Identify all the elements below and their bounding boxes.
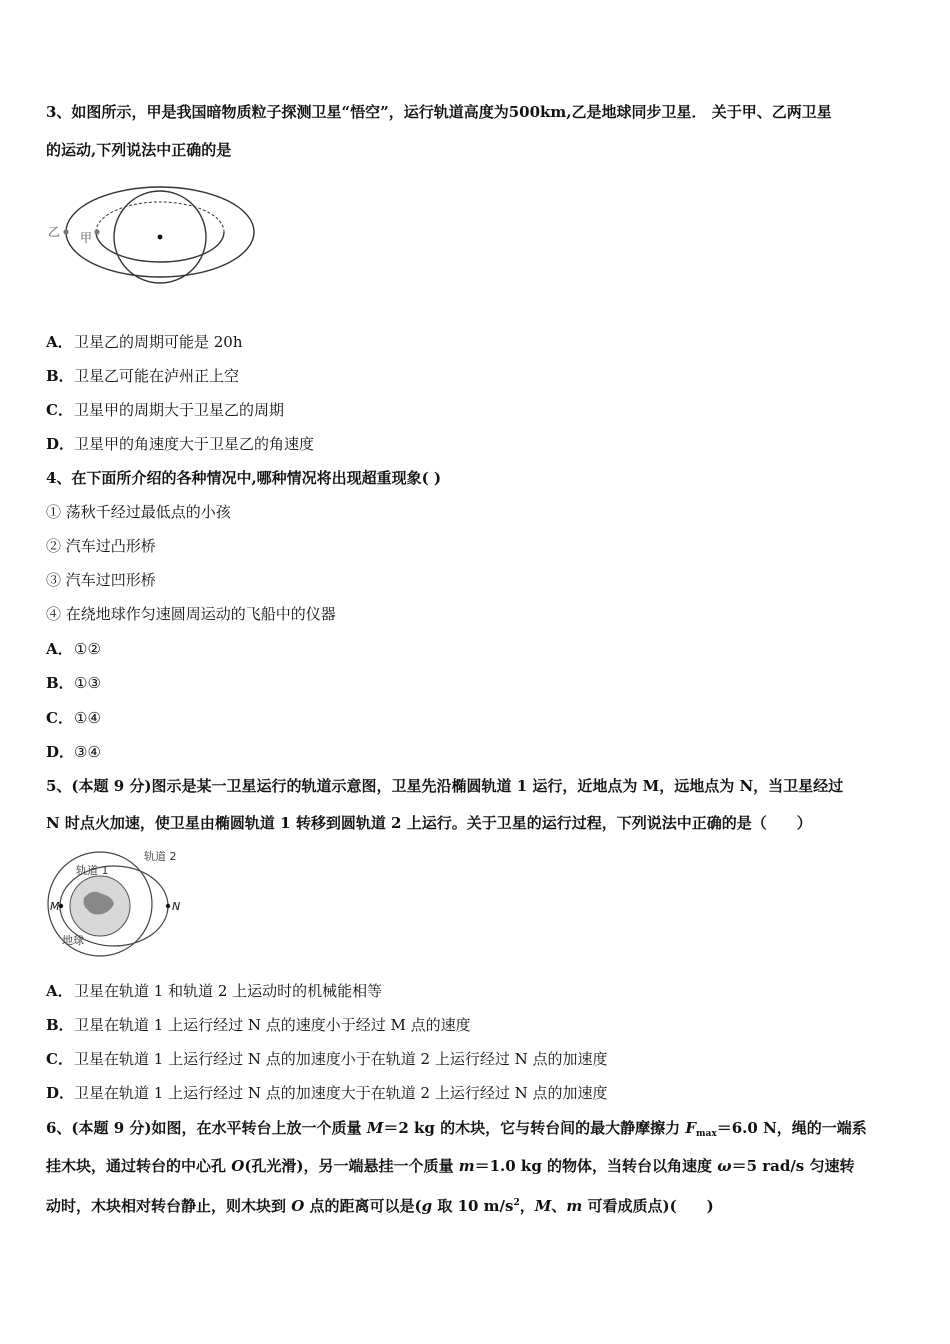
q6-stem-line1: 6、(本题 9 分)如图，在水平转台上放一个质量 M＝2 kg 的木块，它与转台间的最大静摩擦力 $F_{max}=6.0$ N，绳的一端系 — [46, 1119, 867, 1139]
q5-option-a: A．卫星在轨道 1 和轨道 2 上运动时的机械能相等 — [46, 982, 383, 1000]
q4-item-3: ③ 汽车过凹形桥 — [46, 571, 156, 589]
q3-option-c: C．卫星甲的周期大于卫星乙的周期 — [46, 401, 285, 419]
q4-option-a: A．①② — [46, 640, 101, 658]
satellite-yi-dot — [63, 229, 68, 234]
point-n-dot — [166, 904, 170, 908]
q3-option-d: D．卫星甲的角速度大于卫星乙的角速度 — [46, 435, 315, 453]
label-orbit1: 轨道 1 — [76, 864, 109, 877]
q5-option-c: C．卫星在轨道 1 上运行经过 N 点的加速度小于在轨道 2 上运行经过 N 点的加速度 — [46, 1050, 608, 1068]
orbit-yi-ellipse — [66, 187, 254, 277]
label-yi: 乙 — [48, 225, 61, 239]
q6-stem-line3: 动时，木块相对转台静止，则木块到 O 点的距离可以是(g 取 10 $m/s^2$，M、m 可看成质点)( ) — [46, 1197, 714, 1215]
q4-stem: 4、在下面所介绍的各种情况中,哪种情况将出现超重现象( ) — [46, 469, 442, 487]
label-n: N — [172, 900, 181, 913]
q3-stem-line1: 3、如图所示，甲是我国暗物质粒子探测卫星“悟空”，运行轨道高度为500km,乙是地球同步卫星． 关于甲、乙两卫星 — [46, 103, 832, 121]
q5-orbit-figure — [44, 846, 194, 958]
label-jia: 甲 — [80, 231, 93, 245]
q3-stem-line2: 的运动,下列说法中正确的是 — [46, 141, 232, 159]
q3-orbit-figure — [44, 180, 264, 290]
q4-option-b: B．①③ — [46, 674, 101, 692]
q4-item-4: ④ 在绕地球作匀速圆周运动的飞船中的仪器 — [46, 605, 336, 623]
label-earth: 地球 — [62, 934, 84, 947]
q6-stem-line2: 挂木块，通过转台的中心孔 O(孔光滑)，另一端悬挂一个质量 m＝1.0 kg 的物体，当转台以角速度 ω＝5 rad/s 匀速转 — [46, 1157, 855, 1175]
q5-stem-line2: N 时点火加速，使卫星由椭圆轨道 1 转移到圆轨道 2 上运行。关于卫星的运行过程，下列说法中正确的是（ ） — [46, 814, 812, 832]
q4-option-c: C．①④ — [46, 709, 101, 727]
q4-item-1: ① 荡秋千经过最低点的小孩 — [46, 503, 231, 521]
q5-option-d: D．卫星在轨道 1 上运行经过 N 点的加速度大于在轨道 2 上运行经过 N 点的加速度 — [46, 1084, 608, 1102]
label-orbit2: 轨道 2 — [144, 850, 177, 863]
q5-option-b: B．卫星在轨道 1 上运行经过 N 点的速度小于经过 M 点的速度 — [46, 1016, 471, 1034]
q4-item-2: ② 汽车过凸形桥 — [46, 537, 156, 555]
q5-stem-line1: 5、(本题 9 分)图示是某一卫星运行的轨道示意图，卫星先沿椭圆轨道 1 运行，近地点为 M，远地点为 N，当卫星经过 — [46, 777, 844, 795]
q3-option-b: B．卫星乙可能在泸州正上空 — [46, 367, 240, 385]
earth-center-dot — [158, 235, 163, 240]
q4-option-d: D．③④ — [46, 743, 101, 761]
q3-option-a: A．卫星乙的周期可能是 20h — [46, 333, 243, 351]
label-m: M — [50, 900, 60, 913]
satellite-jia-dot — [94, 229, 99, 234]
